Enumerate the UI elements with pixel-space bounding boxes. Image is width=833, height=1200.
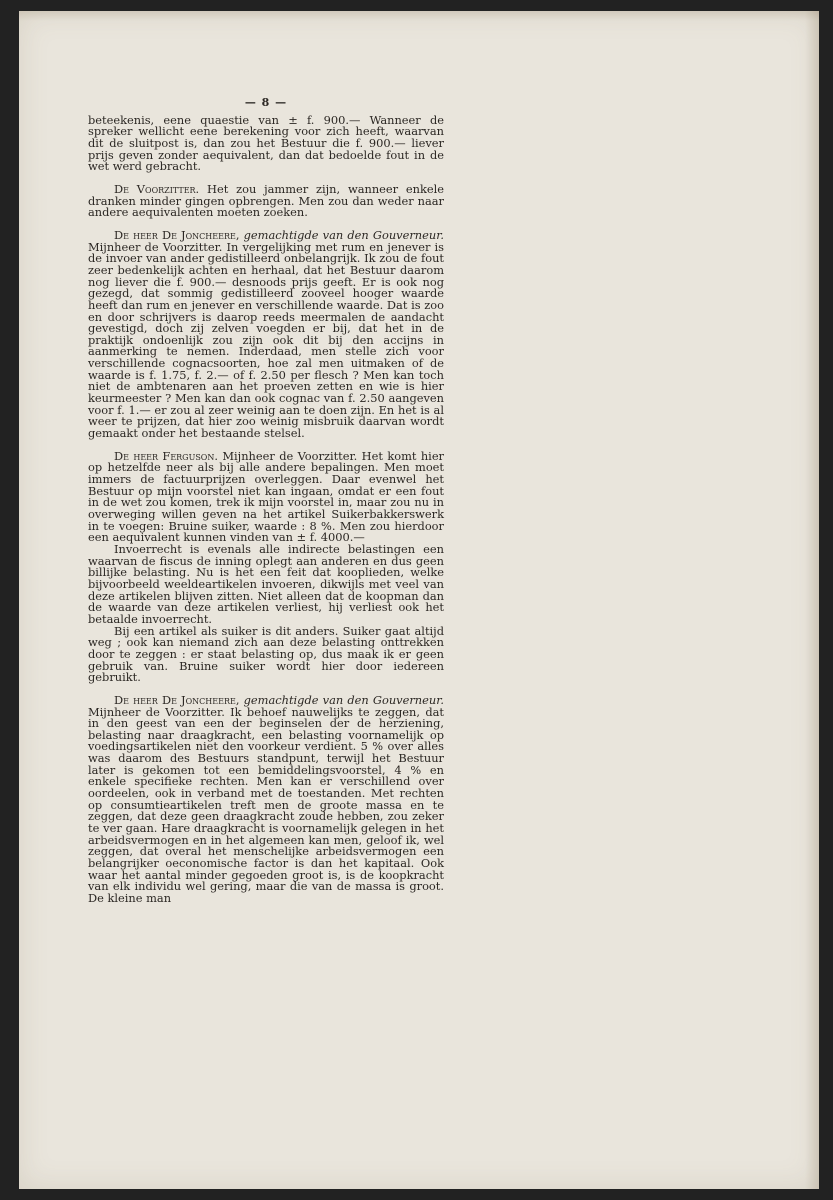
paragraph-5-text: Invoerrecht is evenals alle indirecte belastingen een waarvan de fiscus de inning oplegt aan anderen en dus geen billijke belasting. Nu is het een feit dat kooplieden, welke bijvoorbeeld weeldeartikelen invoeren, dikwijls met veel van deze artikelen blijven zitten. Niet alleen dat de koopman dan de waarde van deze artikelen verliest, hij verliest ook het betaalde invoerrecht. bbox=[88, 541, 444, 626]
paragraph-7 bbox=[88, 692, 445, 905]
paragraph-3-speaker: De heer De Joncheere, bbox=[114, 227, 240, 242]
paragraph-1-text: beteekenis, eene quaestie van ± f. 900.— Wanneer de spreker wellicht eene berekening voor zich heeft, waarvan dit de sluitpost is, dan zou het Bestuur die f. 900.— liever prijs geven zonder aequivalent, dan dat bedoelde fout in de wet werd gebracht. bbox=[88, 112, 444, 174]
paragraph-3-text: Mijnheer de Voorzitter. In vergelijking met rum en jenever is de invoer van ander gedistilleerd onbelangrijk. Ik zou de fout zeer bedenkelijk achten en herhaal, dat het Bestuur daarom nog liever die f. 900.— desnoods prijs geeft. Er is ook nog gezegd, dat sommig gedistilleerd zooveel hooger waarde heeft dan rum en jenever en verschillende waarde. Dat is zoo en door schrijvers is daarop reeds meermalen de aandacht gevestigd, doch zij zelven voegden er bij, dat het in de praktijk ondoenlijk zou zijn ook dit bij den accijns in aanmerking te nemen. Inderdaad, men stelle zich voor verschillende cognacsoorten, hoe zal men uitmaken of de waarde is f. 1.75, f. 2.— of f. 2.50 per flesch ? Men kan toch niet de ambtenaren aan het proeven zetten en wie is hier keurmeester ? Men kan dan ook cognac van f. 2.50 aangeven voor f. 1.— er zou al zeer weinig aan te doen zijn. En het is al weer te prijzen, dat hier zoo weinig misbruik daarvan wordt gemaakt onder het bestaande stelsel. bbox=[88, 239, 444, 441]
paragraph-2-text: Het zou jammer zijn, wanneer enkele dranken minder gingen opbrengen. Men zou dan weder naar andere aequivalenten moeten zoeken. bbox=[88, 181, 445, 220]
page-number: — 8 — bbox=[244, 96, 288, 109]
paragraph-5 bbox=[88, 541, 444, 626]
paragraph-1 bbox=[88, 112, 444, 174]
text-column bbox=[88, 97, 444, 905]
paragraph-4-speaker: De heer Ferguson. bbox=[114, 448, 218, 463]
paper-edge-top bbox=[19, 11, 819, 21]
paragraph-4-text: Mijnheer de Voorzitter. Het komt hier op hetzelfde neer als bij alle andere bepalingen. Men moet immers de factuurprijzen overleggen. Daar evenwel het Bestuur op mijn voorstel niet kan ingaan, omdat er een fout in de wet zou komen, trek ik mijn voorstel in, maar zou nu in overweging willen geven na het artikel Suikerbakkerswerk in te voegen: Bruine suiker, waarde : 8 %. Men zou hierdoor een aequivalent kunnen vinden van ± f. 4000.— bbox=[88, 448, 445, 545]
paper-edge-right bbox=[805, 11, 819, 1189]
document-page bbox=[19, 11, 819, 1189]
paragraph-3 bbox=[88, 227, 445, 441]
paragraph-7-role: gemachtigde van den Gouverneur. bbox=[243, 692, 445, 707]
paragraph-4 bbox=[88, 448, 445, 545]
paragraph-6 bbox=[88, 623, 444, 685]
paragraph-2 bbox=[88, 181, 445, 220]
paragraph-7-text: Mijnheer de Voorzitter. Ik behoef nauwelijks te zeggen, dat in den geest van een der beginselen der de herziening, belasting naar draagkracht, een belasting voornamelijk op voedingsartikelen niet den voorkeur verdient. 5 % over alles was daarom des Bestuurs standpunt, terwijl het Bestuur later is gekomen tot een bemiddelingsvoorstel, 4 % en enkele specifieke rechten. Men kan er verschillend over oordeelen, ook in verband met de toestanden. Met rechten op consumtieartikelen treft men de groote massa en te zeggen, dat deze geen draagkracht zoude hebben, zou zeker te ver gaan. Hare draagkracht is voornamelijk gelegen in het arbeidsvermogen en in het algemeen kan men, geloof ik, wel zeggen, dat overal het menschelijke arbeidsvermogen een belangrijker oeconomische factor is dan het kapitaal. Ook waar het aantal minder gegoeden groot is, is de koopkracht van elk individu wel gering, maar die van de massa is groot. De kleine man bbox=[88, 704, 444, 905]
paragraph-7-speaker: De heer De Joncheere, bbox=[114, 692, 240, 707]
paragraph-2-speaker: De Voorzitter. bbox=[114, 181, 200, 196]
paragraph-6-text: Bij een artikel als suiker is dit anders. Suiker gaat altijd weg ; ook kan niemand zich aan deze belasting onttrekken door te zeggen : er staat belasting op, dus maak ik er geen gebruik van. Bruine suiker wordt hier door iedereen gebruikt. bbox=[88, 623, 444, 685]
paragraph-3-role: gemachtigde van den Gouverneur. bbox=[243, 227, 445, 242]
